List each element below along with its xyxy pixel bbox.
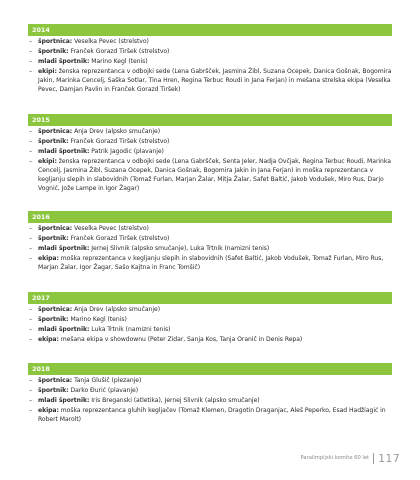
dash-bullet: – bbox=[29, 377, 32, 384]
award-winner: Franček Gorazd Tiršek (strelstvo) bbox=[68, 138, 170, 145]
year-header: 2016 bbox=[28, 211, 392, 223]
award-winner: Tanja Glušič (plezanje) bbox=[72, 377, 142, 384]
section-2016 bbox=[28, 211, 392, 272]
dash-bullet: – bbox=[29, 38, 32, 45]
award-category: športnik: bbox=[38, 316, 69, 323]
list-item bbox=[28, 335, 392, 344]
dash-bullet: – bbox=[29, 316, 32, 323]
award-winner: Anja Drev (alpsko smučanje) bbox=[72, 306, 161, 313]
page-number: 117 bbox=[378, 451, 400, 465]
dash-bullet: – bbox=[29, 336, 32, 343]
list-item bbox=[28, 386, 392, 395]
award-winner: Jernej Slivnik (alpsko smučanje), Luka Trtnik (namizni tenis) bbox=[89, 245, 270, 252]
dash-bullet: – bbox=[29, 58, 32, 65]
award-winner: Marino Kegl (tenis) bbox=[68, 316, 127, 323]
award-category: ekipa: bbox=[38, 407, 59, 414]
award-list bbox=[28, 37, 392, 94]
list-item bbox=[28, 244, 392, 253]
award-category: mladi športnik: bbox=[38, 245, 90, 252]
dash-bullet: – bbox=[29, 397, 32, 404]
year-header: 2017 bbox=[28, 292, 392, 304]
award-list bbox=[28, 224, 392, 272]
award-category: športnik: bbox=[38, 235, 69, 242]
dash-bullet: – bbox=[29, 128, 32, 135]
award-category: športnica: bbox=[38, 128, 73, 135]
dash-bullet: – bbox=[29, 138, 32, 145]
list-item bbox=[28, 157, 392, 193]
award-winner: Iris Breganski (atletika), Jernej Slivnik (alpsko smučanje) bbox=[89, 397, 260, 404]
list-item bbox=[28, 305, 392, 314]
dash-bullet: – bbox=[29, 235, 32, 242]
award-list bbox=[28, 305, 392, 344]
page-footer bbox=[301, 451, 400, 465]
dash-bullet: – bbox=[29, 68, 32, 75]
award-winner: moška reprezentanca v kegljanju slepih in slabovidnih (Safet Baltić, Jakob Vodušek, Tomaž Furlan, Miro Rus, Marjan Žalar, Igor Žagar, Sašo Kajtna in Franc Tomšič) bbox=[38, 255, 384, 271]
award-list bbox=[28, 127, 392, 193]
year-header: 2015 bbox=[28, 114, 392, 126]
list-item bbox=[28, 127, 392, 136]
list-item bbox=[28, 315, 392, 324]
list-item bbox=[28, 325, 392, 334]
award-category: mladi športnik: bbox=[38, 326, 90, 333]
footer-divider bbox=[373, 453, 374, 464]
list-item bbox=[28, 47, 392, 56]
award-category: ekipi: bbox=[38, 158, 57, 165]
dash-bullet: – bbox=[29, 326, 32, 333]
award-winner: Veselka Pevec (strelstvo) bbox=[72, 225, 149, 232]
award-winner: ženska reprezentanca v odbojki sede (Lena Gabršček, Jasmina Žibl, Suzana Ocepek, Danica Gošnak, Bogomira Jakin, Marinka Cencelj, Saška Sotlar, Tina Hren, Regina Terbuc Roudi in Jana Ferjan) in mešana strelska ekipa (Veselka Pevec, Damjan Pavlin in Franček Gorazd Tiršek) bbox=[38, 68, 392, 93]
dash-bullet: – bbox=[29, 225, 32, 232]
section-2018 bbox=[28, 363, 392, 424]
section-2015 bbox=[28, 114, 392, 193]
award-category: športnik: bbox=[38, 48, 69, 55]
list-item bbox=[28, 254, 392, 272]
award-winner: Anja Drev (alpsko smučanje) bbox=[72, 128, 161, 135]
award-winner: Luka Trtnik (namizni tenis) bbox=[89, 326, 171, 333]
list-item bbox=[28, 234, 392, 243]
award-winner: Marino Kegl (tenis) bbox=[89, 58, 148, 65]
dash-bullet: – bbox=[29, 48, 32, 55]
award-category: športnik: bbox=[38, 387, 69, 394]
list-item bbox=[28, 37, 392, 46]
dash-bullet: – bbox=[29, 148, 32, 155]
list-item bbox=[28, 376, 392, 385]
award-winner: Darko Đurić (plavanje) bbox=[68, 387, 139, 394]
award-winner: Franček Gorazd Tiršek (strelstvo) bbox=[68, 48, 170, 55]
award-category: mladi športnik: bbox=[38, 397, 90, 404]
footer-title: Paralimpijski komite 60 let bbox=[300, 455, 370, 461]
award-category: ekipi: bbox=[38, 68, 57, 75]
list-item bbox=[28, 224, 392, 233]
award-category: športnica: bbox=[38, 377, 73, 384]
year-header: 2018 bbox=[28, 363, 392, 375]
award-category: športnica: bbox=[38, 225, 73, 232]
award-winner: Patrik Jagodic (plavanje) bbox=[89, 148, 164, 155]
list-item bbox=[28, 147, 392, 156]
section-2014 bbox=[28, 24, 392, 94]
award-winner: Veselka Pevec (strelstvo) bbox=[72, 38, 149, 45]
year-header: 2014 bbox=[28, 24, 392, 36]
award-category: ekipa: bbox=[38, 255, 59, 262]
list-item bbox=[28, 396, 392, 405]
award-winner: ženska reprezentanca v odbojki sede (Lena Gabršček, Senta Jeler, Nadja Ovčjak, Regina Terbuc Roudi, Marinka Cencelj, Jasmina Žibl, Suzana Ocepek, Danica Gošnak, Bogomira Jakin in Jana Ferjan) in moška reprezentanca v kegljanju slepih in slabovidnih (Tomaž Furlan, Marjan Žalar, Mitja Žalar, Safet Baltić, Jakob Vodušek, Miro Rus, Darjo Vognić, Jože Lampe in Igor Žagar) bbox=[38, 158, 391, 192]
list-item bbox=[28, 57, 392, 66]
award-winner: mešana ekipa v showdownu (Peter Zidar, Sanja Kos, Tanja Oranič in Denis Repa) bbox=[58, 336, 303, 343]
award-category: mladi športnik: bbox=[38, 148, 90, 155]
award-list bbox=[28, 376, 392, 424]
dash-bullet: – bbox=[29, 407, 32, 414]
award-category: mladi športnik: bbox=[38, 58, 90, 65]
award-category: ekipa: bbox=[38, 336, 59, 343]
award-category: športnica: bbox=[38, 306, 73, 313]
award-category: športnik: bbox=[38, 138, 69, 145]
award-category: športnica: bbox=[38, 38, 73, 45]
section-2017 bbox=[28, 292, 392, 344]
award-winner: moška reprezentanca gluhih kegljačev (Tomaž Klemen, Dragotin Draganjac, Aleš Peperko, Esad Hadžiagić in Robert Marolt) bbox=[38, 407, 386, 423]
dash-bullet: – bbox=[29, 255, 32, 262]
dash-bullet: – bbox=[29, 245, 32, 252]
list-item bbox=[28, 67, 392, 94]
dash-bullet: – bbox=[29, 387, 32, 394]
list-item bbox=[28, 406, 392, 424]
dash-bullet: – bbox=[29, 158, 32, 165]
award-winner: Franček Gorazd Tiršek (strelstvo) bbox=[68, 235, 170, 242]
dash-bullet: – bbox=[29, 306, 32, 313]
list-item bbox=[28, 137, 392, 146]
